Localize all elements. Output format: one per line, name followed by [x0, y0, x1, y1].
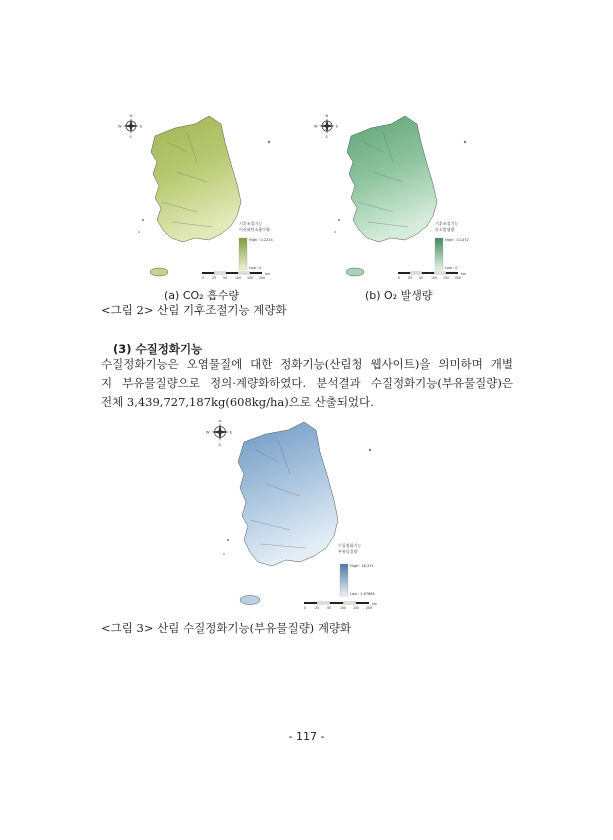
- svg-text:기후조절기능: 기후조절기능: [435, 221, 459, 226]
- svg-text:km: km: [461, 272, 466, 276]
- svg-text:200: 200: [259, 276, 266, 280]
- legend-panel-a: [239, 220, 273, 270]
- scale-bar: [202, 272, 270, 280]
- page-number: - 117 -: [288, 730, 325, 743]
- svg-text:부유물질량: 부유물질량: [338, 549, 358, 554]
- figure3-map: [200, 420, 390, 615]
- svg-text:100: 100: [431, 276, 438, 280]
- svg-text:E: E: [140, 124, 143, 129]
- figure2-caption-a: (a) CO₂ 흡수량: [164, 289, 239, 302]
- jeju-island-shape: [346, 268, 364, 276]
- svg-text:25: 25: [212, 276, 217, 280]
- svg-text:50: 50: [419, 276, 424, 280]
- svg-text:High : 0.2224: High : 0.2224: [249, 238, 273, 242]
- svg-text:기후조절기능: 기후조절기능: [239, 221, 263, 226]
- compass-icon: [118, 114, 142, 139]
- svg-text:W: W: [118, 124, 122, 129]
- scale-bar: [304, 602, 377, 610]
- svg-text:150: 150: [353, 606, 360, 610]
- svg-text:50: 50: [327, 606, 332, 610]
- svg-text:N: N: [218, 420, 222, 423]
- svg-text:E: E: [230, 430, 233, 435]
- svg-text:High : 18,331: High : 18,331: [350, 564, 374, 568]
- svg-text:0: 0: [398, 276, 401, 280]
- svg-text:200: 200: [366, 606, 373, 610]
- svg-text:100: 100: [340, 606, 347, 610]
- svg-text:W: W: [206, 430, 210, 435]
- figure3-title: <그림 3> 산림 수질정화기능(부유물질량) 계량화: [101, 621, 352, 635]
- svg-text:S: S: [325, 135, 328, 139]
- svg-text:150: 150: [443, 276, 450, 280]
- paragraph-line-last: 전체 3,439,727,187kg(608kg/ha)으로 산출되었다.: [101, 395, 374, 409]
- svg-text:km: km: [372, 602, 377, 606]
- svg-text:0: 0: [304, 606, 307, 610]
- compass-icon: [314, 114, 338, 139]
- svg-text:E: E: [336, 124, 339, 129]
- jeju-island-shape: [150, 268, 168, 276]
- figure2-panel-a-map: [117, 112, 289, 282]
- scale-bar: [398, 272, 466, 280]
- svg-text:100: 100: [235, 276, 242, 280]
- korea-peninsula-shape: [151, 116, 241, 242]
- svg-text:25: 25: [408, 276, 413, 280]
- section-heading: (3) 수질정화기능: [113, 342, 203, 356]
- svg-text:0: 0: [202, 276, 205, 280]
- svg-text:Low : 0: Low : 0: [445, 266, 458, 270]
- section-paragraph: [101, 355, 513, 393]
- svg-text:Low : 1.97885: Low : 1.97885: [350, 592, 375, 596]
- legend-panel-b: [435, 220, 469, 270]
- svg-text:150: 150: [247, 276, 254, 280]
- svg-text:50: 50: [223, 276, 228, 280]
- svg-text:S: S: [129, 135, 132, 139]
- jeju-island-shape: [240, 596, 260, 605]
- paragraph-line: 수질정화기능은 오염물질에 대한 정화기능(산림청 웹사이트)을 의미하며 개별: [101, 357, 513, 371]
- korea-peninsula-shape: [347, 116, 437, 242]
- svg-text:이산화탄소흡수량: 이산화탄소흡수량: [239, 227, 270, 232]
- svg-text:Low : 0: Low : 0: [249, 266, 262, 270]
- compass-icon: [206, 420, 232, 447]
- svg-text:25: 25: [315, 606, 320, 610]
- svg-text:S: S: [218, 443, 221, 447]
- svg-text:W: W: [314, 124, 318, 129]
- figure2-panel-b-map: [313, 112, 485, 282]
- paragraph-line: 지 부유물질량으로 정의·계량화하였다. 분석결과 수질정화기능(부유물질량)은: [101, 376, 513, 390]
- svg-text:수질정화기능: 수질정화기능: [338, 543, 362, 548]
- figure2-caption-b: (b) O₂ 발생량: [365, 289, 433, 302]
- svg-text:N: N: [129, 114, 133, 118]
- figure2-title: <그림 2> 산림 기후조절기능 계량화: [101, 303, 287, 317]
- svg-text:High : 0.1472: High : 0.1472: [445, 238, 469, 242]
- svg-text:산소발생량: 산소발생량: [435, 227, 455, 232]
- svg-text:km: km: [265, 272, 270, 276]
- svg-text:N: N: [325, 114, 329, 118]
- legend-figure3: [338, 542, 375, 596]
- svg-text:200: 200: [455, 276, 462, 280]
- korea-peninsula-shape: [238, 422, 338, 566]
